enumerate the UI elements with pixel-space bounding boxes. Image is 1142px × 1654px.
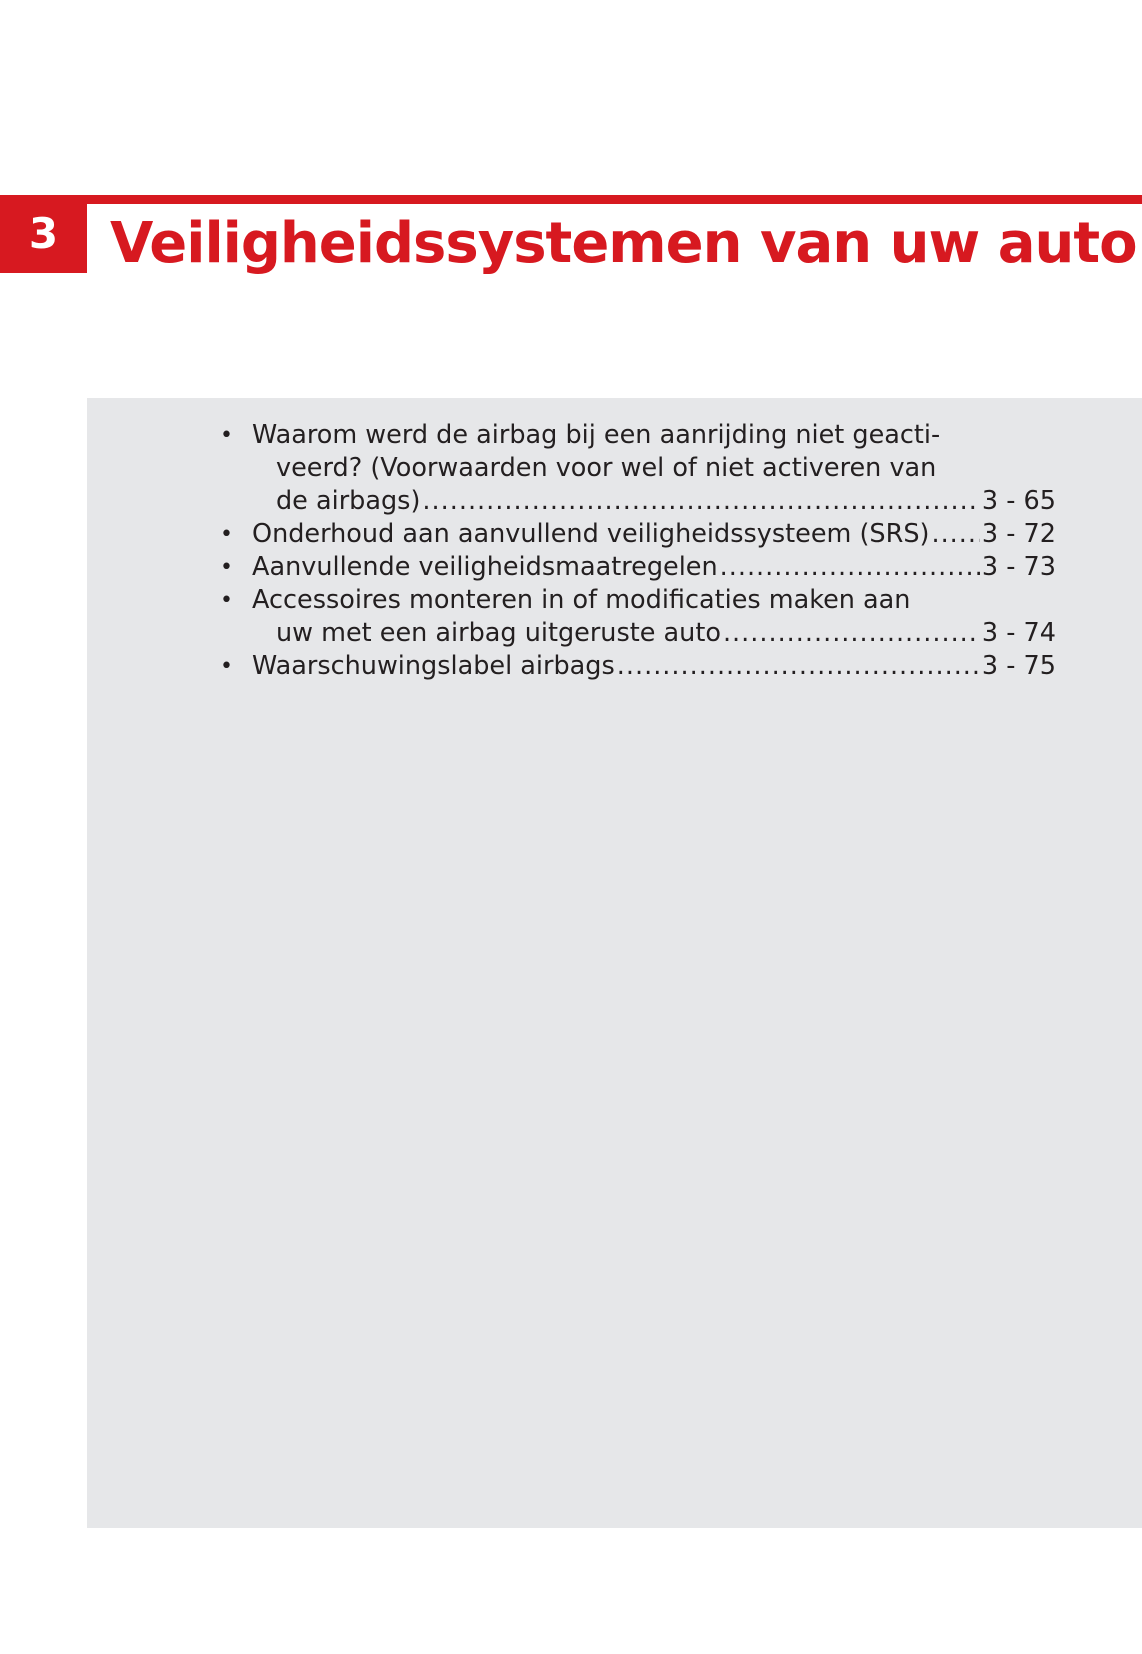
chapter-number: 3 (0, 195, 87, 273)
toc-item-text: Aanvullende veiligheidsmaatregelen (252, 552, 718, 582)
chapter-header-rule (0, 195, 1142, 204)
dot-leader (720, 551, 980, 584)
toc-item-text: Accessoires monteren in of modificaties maken aan (252, 585, 911, 615)
toc-page-ref: 3 - 73 (981, 552, 1056, 582)
toc-item[interactable] (216, 518, 1056, 551)
bullet-icon: • (220, 555, 233, 580)
toc-item-text: Waarom werd de airbag bij een aanrijding niet geacti- (252, 420, 941, 450)
toc-item[interactable] (216, 551, 1056, 584)
bullet-icon: • (220, 522, 233, 547)
toc-item-text: de airbags) (276, 486, 421, 516)
toc-item-text: Onderhoud aan aanvullend veiligheidssysteem (SRS) (252, 519, 930, 549)
bullet-icon: • (220, 588, 233, 613)
chapter-title: Veiligheidssystemen van uw auto (110, 211, 1137, 276)
dot-leader (931, 518, 979, 551)
toc-item[interactable] (216, 650, 1056, 683)
toc-page-ref: 3 - 74 (981, 618, 1056, 648)
toc-item-text: uw met een airbag uitgeruste auto (276, 618, 721, 648)
toc-item-text: Waarschuwingslabel airbags (252, 651, 615, 681)
toc-list (216, 419, 1056, 683)
dot-leader (723, 617, 980, 650)
toc-page-ref: 3 - 72 (981, 519, 1056, 549)
toc-item-text: veerd? (Voorwaarden voor wel of niet activeren van (276, 453, 937, 483)
toc-page-ref: 3 - 75 (981, 651, 1056, 681)
dot-leader (422, 485, 979, 518)
dot-leader (617, 650, 980, 683)
toc-item[interactable] (216, 419, 1056, 518)
bullet-icon: • (220, 654, 233, 679)
toc-item[interactable] (216, 584, 1056, 650)
toc-page-ref: 3 - 65 (981, 486, 1056, 516)
bullet-icon: • (220, 423, 233, 448)
